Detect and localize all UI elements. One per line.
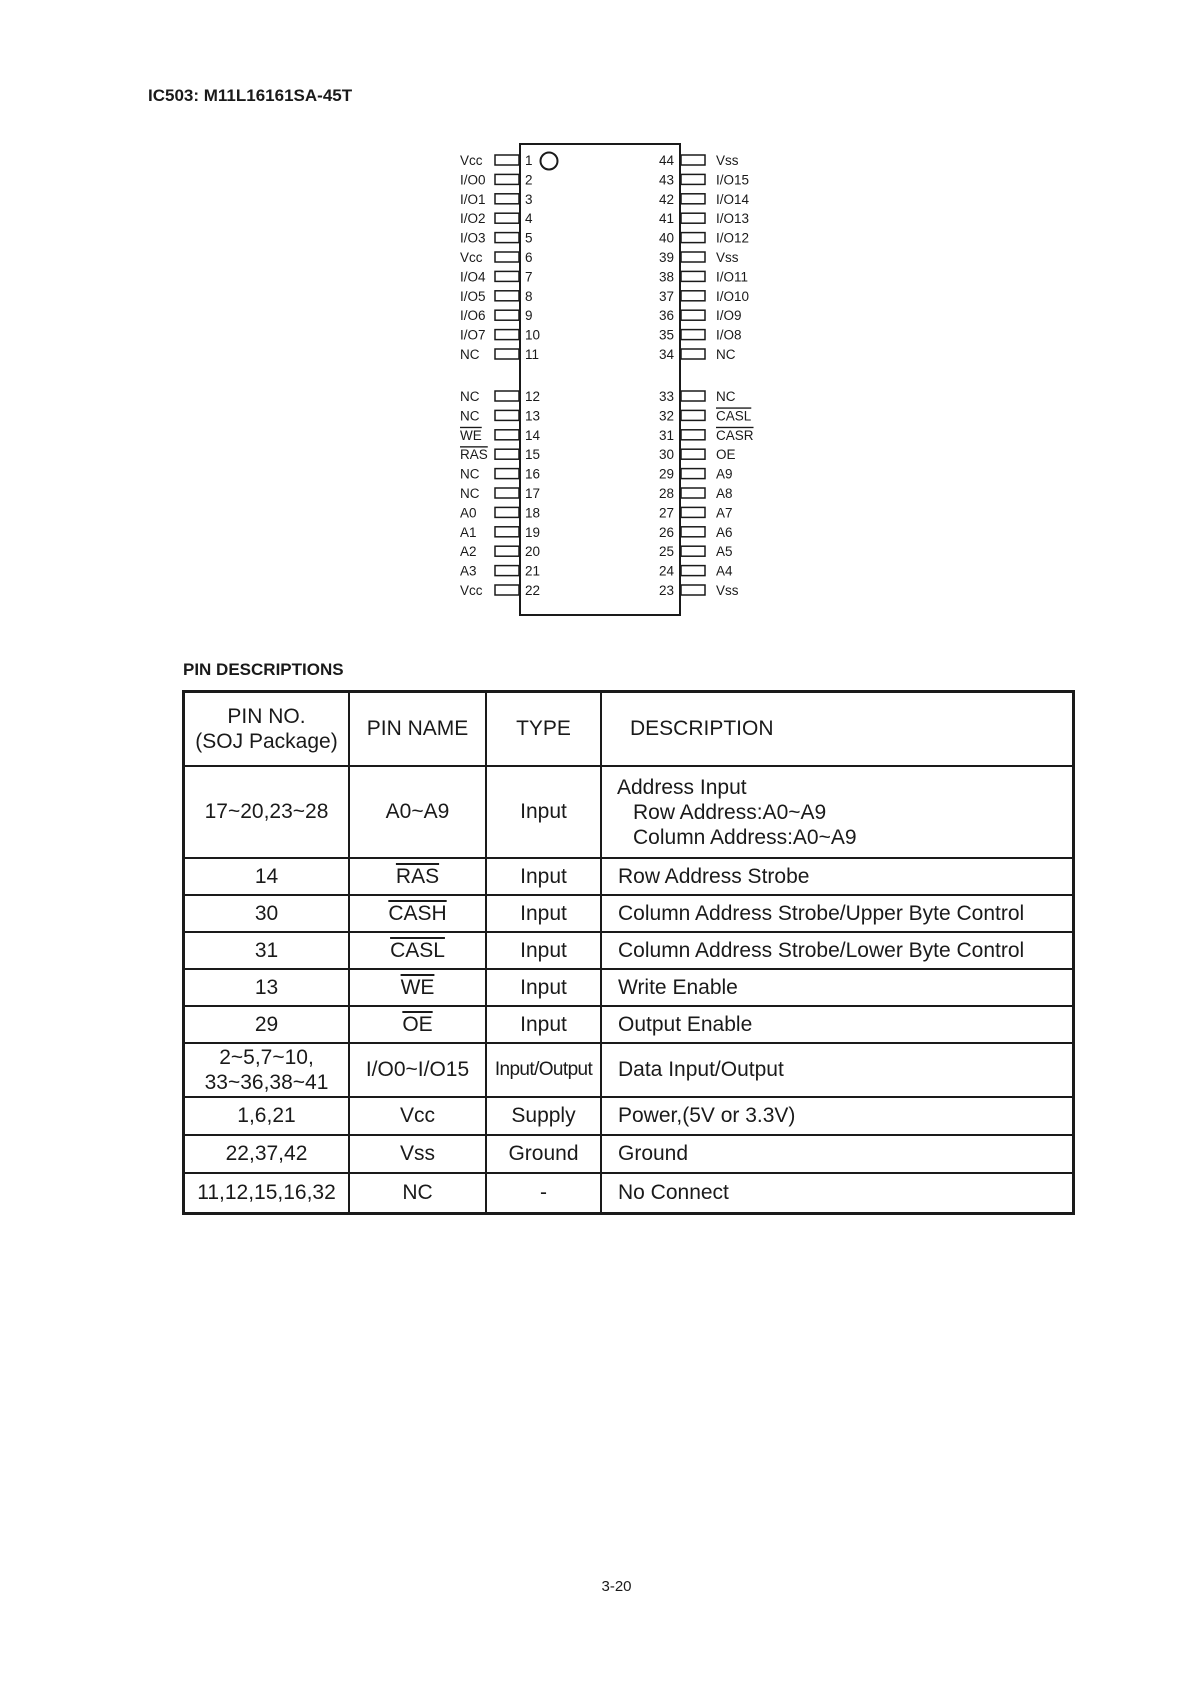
table-row (184, 766, 1074, 858)
left-pin-number: 6 (525, 250, 533, 265)
pin-name-overlined: $\overline{OE}$ (402, 1012, 433, 1036)
cell-type: Input (486, 858, 601, 895)
ic-pinout-diagram (0, 0, 1191, 640)
header-type: TYPE (486, 692, 601, 767)
pin-lead (495, 488, 519, 498)
right-pin-number: 32 (658, 408, 674, 424)
left-pin-name: NC (460, 466, 480, 482)
left-pin-name: NC (460, 389, 480, 404)
pin-lead (681, 155, 705, 165)
right-pin-number: 29 (658, 466, 674, 482)
left-pin-name: Vcc (460, 250, 483, 265)
pin-lead (495, 194, 519, 204)
left-pin-name: A0 (460, 505, 477, 521)
cell-type: Input/Output (486, 1043, 601, 1097)
right-pin-name: Vss (716, 153, 739, 168)
pin-lead (681, 330, 705, 340)
cell-pin-name (349, 895, 486, 932)
pin-no-line-2: 33~36,38~41 (204, 1071, 329, 1094)
pin-lead (681, 449, 705, 459)
left-pin-number: 10 (525, 327, 541, 343)
table-header-row (184, 692, 1074, 767)
left-pin-name: Vcc (460, 153, 483, 168)
cell-pin-name (349, 858, 486, 895)
pin-lead (681, 291, 705, 301)
pin-lead (495, 546, 519, 556)
left-pin-name: WE (460, 427, 482, 443)
cell-type: - (486, 1173, 601, 1214)
cell-pin-no: 11,12,15,16,32 (184, 1173, 350, 1214)
right-pin-number: 26 (658, 524, 674, 540)
right-pin-name: I/O12 (716, 230, 750, 246)
left-pin-name: NC (460, 486, 480, 501)
pin-lead (495, 585, 519, 595)
left-pin-number: 11 (525, 347, 540, 362)
table-row (184, 1043, 1074, 1097)
cell-description: Column Address Strobe/Lower Byte Control (601, 932, 1074, 969)
left-pin-number: 4 (525, 211, 533, 227)
right-pin-number: 28 (658, 486, 674, 501)
right-pin-number: 31 (658, 427, 674, 443)
pin-lead (681, 233, 705, 243)
cell-type: Supply (486, 1097, 601, 1135)
pin-no-line-1: 2~5,7~10, (219, 1046, 314, 1069)
right-pin-name: A4 (716, 563, 733, 579)
cell-description: Column Address Strobe/Upper Byte Control (601, 895, 1074, 932)
left-pin-number: 20 (525, 544, 541, 560)
pin-lead (495, 310, 519, 320)
header-pin-no-line1: PIN NO. (227, 705, 306, 728)
right-pin-name: NC (716, 347, 736, 362)
left-pin-name: A2 (460, 544, 477, 560)
pin-lead (495, 155, 519, 165)
right-pin-name: I/O13 (716, 211, 750, 227)
right-pin-name: I/O15 (716, 172, 750, 188)
pin-lead (495, 233, 519, 243)
chip-body (520, 144, 680, 615)
cell-description: Power,(5V or 3.3V) (601, 1097, 1074, 1135)
pin-lead (495, 410, 519, 420)
header-pin-no (184, 692, 350, 767)
left-pin-number: 8 (525, 288, 533, 304)
pin-lead (681, 174, 705, 184)
pin-lead (495, 213, 519, 223)
left-pin-name: I/O1 (460, 191, 486, 207)
left-pin-number: 17 (525, 486, 541, 501)
cell-pin-no: 14 (184, 858, 350, 895)
cell-pin-no (184, 1043, 350, 1097)
cell-description: Ground (601, 1135, 1074, 1173)
left-pin-column (460, 153, 541, 598)
right-pin-number: 27 (658, 505, 674, 521)
right-pin-number: 44 (658, 153, 674, 168)
left-pin-number: 22 (525, 583, 541, 598)
left-pin-number: 2 (525, 172, 533, 188)
pin-lead (495, 349, 519, 359)
page-number: 3-20 (601, 1578, 632, 1595)
table-row (184, 1173, 1074, 1214)
right-pin-name: I/O9 (716, 308, 742, 324)
right-pin-number: 25 (658, 544, 674, 560)
right-pin-number: 40 (658, 230, 674, 246)
right-pin-column (659, 153, 754, 598)
pin-lead (681, 430, 705, 440)
left-pin-number: 9 (525, 308, 533, 324)
left-pin-name: NC (460, 347, 480, 362)
pin-lead (681, 507, 705, 517)
cell-type: Input (486, 1006, 601, 1043)
cell-pin-no: 29 (184, 1006, 350, 1043)
desc-line-3: Column Address:A0~A9 (633, 825, 857, 849)
right-pin-number: 42 (658, 191, 674, 207)
pin-descriptions-table (182, 690, 1075, 1215)
left-pin-name: Vcc (460, 583, 483, 598)
left-pin-name: A3 (460, 563, 477, 579)
right-pin-number: 35 (658, 327, 674, 343)
pin-lead (495, 330, 519, 340)
right-pin-name: A7 (716, 505, 733, 521)
right-pin-number: 38 (658, 269, 674, 285)
pin-lead (681, 469, 705, 479)
left-pin-name: I/O6 (460, 308, 486, 324)
right-pin-name: OE (716, 447, 736, 463)
cell-pin-no: 1,6,21 (184, 1097, 350, 1135)
table-row (184, 858, 1074, 895)
pin-lead (681, 585, 705, 595)
right-pin-number: 24 (658, 563, 674, 579)
cell-pin-name: Vcc (349, 1097, 486, 1135)
right-pin-name: I/O11 (716, 269, 749, 285)
pin-lead (495, 430, 519, 440)
desc-line-2: Row Address:A0~A9 (633, 800, 827, 824)
section-title: PIN DESCRIPTIONS (183, 660, 344, 679)
table-row (184, 1097, 1074, 1135)
left-pin-number: 7 (525, 269, 533, 285)
right-pin-number: 41 (658, 211, 674, 227)
pin-lead (495, 271, 519, 281)
header-pin-name: PIN NAME (349, 692, 486, 767)
cell-type: Input (486, 932, 601, 969)
left-pin-name: A1 (460, 524, 477, 540)
right-pin-name: A8 (716, 486, 733, 501)
pin-lead (681, 310, 705, 320)
cell-pin-no: 17~20,23~28 (184, 766, 350, 858)
pin-lead (681, 488, 705, 498)
cell-description (601, 766, 1074, 858)
right-pin-name: CASR (716, 427, 754, 443)
right-pin-name: NC (716, 389, 736, 404)
pin1-marker (541, 153, 558, 170)
cell-pin-no: 30 (184, 895, 350, 932)
pin-name-overlined: CASH (388, 901, 447, 925)
pin-lead (495, 566, 519, 576)
pin-lead (681, 527, 705, 537)
table-row (184, 932, 1074, 969)
pin-name-overlined: $\overline{WE}$ (400, 975, 435, 999)
table-row (184, 969, 1074, 1006)
right-pin-number: 43 (658, 172, 674, 188)
header-pin-no-line2: (SOJ Package) (195, 730, 338, 753)
right-pin-number: 36 (658, 308, 674, 324)
cell-pin-name (349, 1006, 486, 1043)
left-pin-name: I/O4 (460, 269, 486, 285)
cell-pin-no: 13 (184, 969, 350, 1006)
pin-lead (681, 252, 705, 262)
pin-lead (681, 410, 705, 420)
cell-pin-name: Vss (349, 1135, 486, 1173)
left-pin-number: 1 (525, 153, 533, 168)
left-pin-number: 21 (525, 563, 541, 579)
table-row (184, 1006, 1074, 1043)
right-pin-name: A9 (716, 466, 733, 482)
right-pin-name: I/O14 (716, 191, 750, 207)
left-pin-name: I/O0 (460, 172, 486, 188)
desc-line-1: Address Input (617, 775, 747, 799)
cell-pin-name (349, 969, 486, 1006)
pin-lead (495, 252, 519, 262)
pin-lead (681, 391, 705, 401)
left-pin-number: 16 (525, 466, 541, 482)
left-pin-name: I/O2 (460, 211, 486, 227)
pin-lead (495, 507, 519, 517)
pin-lead (681, 566, 705, 576)
left-pin-number: 12 (525, 389, 541, 404)
left-pin-number: 15 (525, 447, 541, 463)
cell-pin-name: I/O0~I/O15 (349, 1043, 486, 1097)
pin-lead (495, 174, 519, 184)
left-pin-name: I/O7 (460, 327, 486, 343)
cell-type: Input (486, 969, 601, 1006)
pin-lead (681, 213, 705, 223)
left-pin-number: 19 (525, 524, 541, 540)
cell-pin-no: 31 (184, 932, 350, 969)
right-pin-number: 30 (658, 447, 674, 463)
left-pin-number: 5 (525, 230, 533, 246)
left-pin-number: 3 (525, 191, 533, 207)
pin-lead (495, 469, 519, 479)
right-pin-name: A5 (716, 544, 733, 560)
cell-pin-name: A0~A9 (349, 766, 486, 858)
pin-lead (681, 271, 705, 281)
cell-description: No Connect (601, 1173, 1074, 1214)
cell-pin-no: 22,37,42 (184, 1135, 350, 1173)
right-pin-number: 33 (658, 389, 674, 404)
left-pin-number: 18 (525, 505, 541, 521)
table-row (184, 895, 1074, 932)
left-pin-name: RAS (460, 447, 488, 463)
pin-lead (495, 291, 519, 301)
cell-description: Write Enable (601, 969, 1074, 1006)
pin-lead (495, 449, 519, 459)
left-pin-name: I/O3 (460, 230, 486, 246)
right-pin-number: 23 (658, 583, 674, 598)
cell-pin-name (349, 932, 486, 969)
cell-type: Ground (486, 1135, 601, 1173)
pin-lead (681, 194, 705, 204)
left-pin-name: NC (460, 408, 480, 424)
pin-lead (495, 527, 519, 537)
cell-pin-name: NC (349, 1173, 486, 1214)
pin-lead (495, 391, 519, 401)
cell-description: Data Input/Output (601, 1043, 1074, 1097)
right-pin-name: A6 (716, 524, 733, 540)
pin-lead (681, 349, 705, 359)
cell-description: Row Address Strobe (601, 858, 1074, 895)
cell-type: Input (486, 766, 601, 858)
right-pin-number: 37 (658, 288, 674, 304)
document-title: IC503: M11L16161SA-45T (148, 86, 353, 105)
left-pin-number: 14 (525, 427, 541, 443)
right-pin-name: Vss (716, 250, 739, 265)
right-pin-number: 34 (658, 347, 674, 362)
right-pin-name: CASL (716, 408, 752, 424)
cell-type: Input (486, 895, 601, 932)
right-pin-name: I/O8 (716, 327, 742, 343)
left-pin-name: I/O5 (460, 288, 486, 304)
pin-name-overlined: $\overline{RAS}$ (395, 864, 440, 888)
header-description: DESCRIPTION (601, 692, 1074, 767)
pin-name-overlined: CASL (390, 938, 445, 962)
left-pin-number: 13 (525, 408, 541, 424)
table-row (184, 1135, 1074, 1173)
right-pin-name: I/O10 (716, 288, 750, 304)
right-pin-number: 39 (658, 250, 674, 265)
right-pin-name: Vss (716, 583, 739, 598)
cell-description: Output Enable (601, 1006, 1074, 1043)
pin-lead (681, 546, 705, 556)
